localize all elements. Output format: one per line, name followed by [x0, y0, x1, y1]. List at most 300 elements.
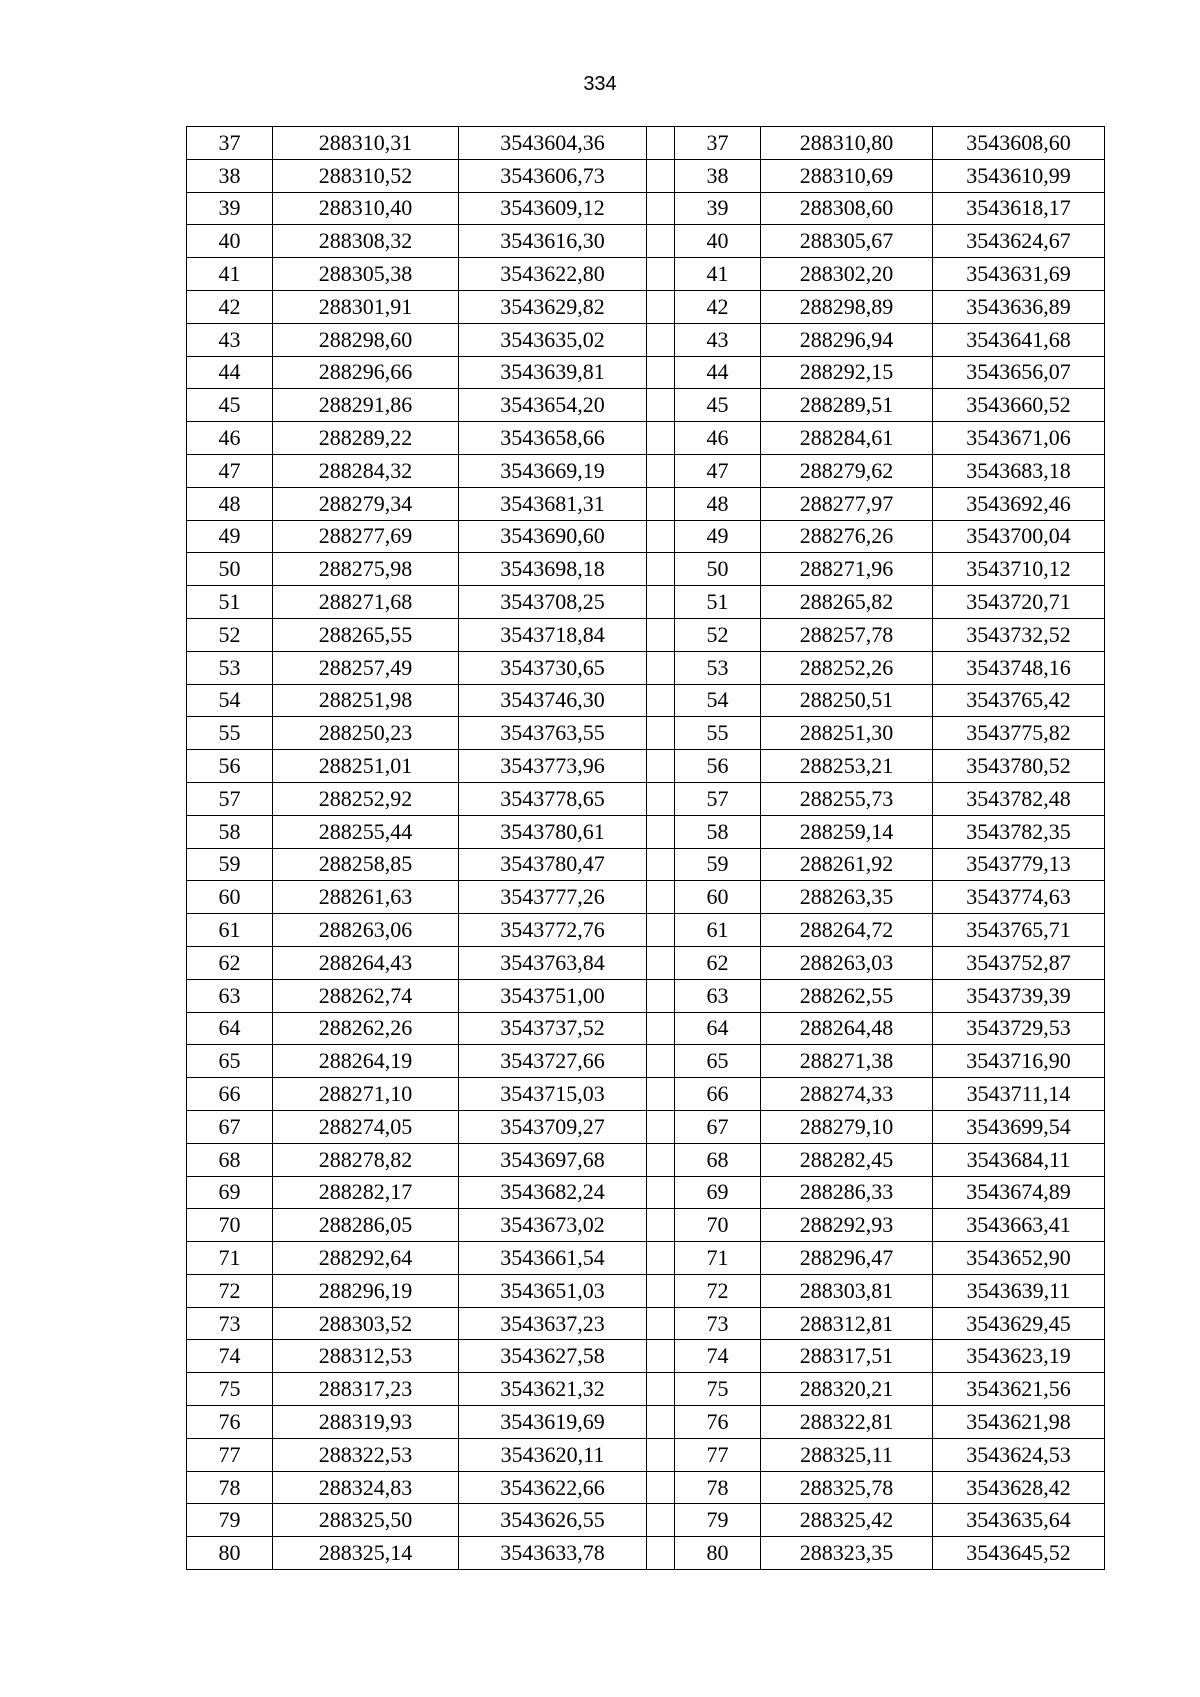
right-y-coordinate: 3543739,39 — [933, 979, 1105, 1012]
table-row — [187, 815, 1105, 848]
right-x-coordinate: 288250,51 — [761, 684, 933, 717]
gap-cell — [647, 225, 675, 258]
left-point-number: 54 — [187, 684, 273, 717]
left-y-coordinate: 3543698,18 — [459, 553, 647, 586]
table-row — [187, 717, 1105, 750]
right-x-coordinate: 288292,15 — [761, 356, 933, 389]
left-y-coordinate: 3543697,68 — [459, 1143, 647, 1176]
left-y-coordinate: 3543654,20 — [459, 389, 647, 422]
right-y-coordinate: 3543618,17 — [933, 192, 1105, 225]
left-point-number: 37 — [187, 127, 273, 160]
left-x-coordinate: 288301,91 — [273, 290, 459, 323]
right-y-coordinate: 3543631,69 — [933, 258, 1105, 291]
left-point-number: 61 — [187, 914, 273, 947]
right-x-coordinate: 288296,94 — [761, 323, 933, 356]
right-y-coordinate: 3543748,16 — [933, 651, 1105, 684]
left-x-coordinate: 288271,10 — [273, 1078, 459, 1111]
table-row — [187, 290, 1105, 323]
gap-cell — [647, 520, 675, 553]
left-point-number: 76 — [187, 1406, 273, 1439]
left-point-number: 50 — [187, 553, 273, 586]
left-point-number: 79 — [187, 1504, 273, 1537]
right-y-coordinate: 3543782,35 — [933, 815, 1105, 848]
gap-cell — [647, 848, 675, 881]
right-point-number: 54 — [675, 684, 761, 717]
left-y-coordinate: 3543690,60 — [459, 520, 647, 553]
left-y-coordinate: 3543633,78 — [459, 1537, 647, 1570]
right-x-coordinate: 288252,26 — [761, 651, 933, 684]
table-row — [187, 422, 1105, 455]
right-point-number: 65 — [675, 1045, 761, 1078]
right-point-number: 40 — [675, 225, 761, 258]
right-x-coordinate: 288322,81 — [761, 1406, 933, 1439]
gap-cell — [647, 290, 675, 323]
left-x-coordinate: 288279,34 — [273, 487, 459, 520]
left-y-coordinate: 3543682,24 — [459, 1176, 647, 1209]
left-x-coordinate: 288250,23 — [273, 717, 459, 750]
left-point-number: 49 — [187, 520, 273, 553]
left-y-coordinate: 3543727,66 — [459, 1045, 647, 1078]
right-point-number: 64 — [675, 1012, 761, 1045]
gap-cell — [647, 1471, 675, 1504]
left-y-coordinate: 3543651,03 — [459, 1274, 647, 1307]
right-y-coordinate: 3543623,19 — [933, 1340, 1105, 1373]
table-row — [187, 1504, 1105, 1537]
left-x-coordinate: 288289,22 — [273, 422, 459, 455]
left-y-coordinate: 3543616,30 — [459, 225, 647, 258]
left-x-coordinate: 288303,52 — [273, 1307, 459, 1340]
left-point-number: 53 — [187, 651, 273, 684]
right-x-coordinate: 288305,67 — [761, 225, 933, 258]
right-y-coordinate: 3543720,71 — [933, 586, 1105, 619]
table-row — [187, 848, 1105, 881]
table-row — [187, 1242, 1105, 1275]
right-point-number: 72 — [675, 1274, 761, 1307]
gap-cell — [647, 1110, 675, 1143]
right-point-number: 70 — [675, 1209, 761, 1242]
right-point-number: 66 — [675, 1078, 761, 1111]
left-point-number: 78 — [187, 1471, 273, 1504]
table-row — [187, 914, 1105, 947]
left-point-number: 74 — [187, 1340, 273, 1373]
right-x-coordinate: 288282,45 — [761, 1143, 933, 1176]
left-point-number: 41 — [187, 258, 273, 291]
left-y-coordinate: 3543709,27 — [459, 1110, 647, 1143]
left-x-coordinate: 288317,23 — [273, 1373, 459, 1406]
right-point-number: 67 — [675, 1110, 761, 1143]
left-x-coordinate: 288308,32 — [273, 225, 459, 258]
right-y-coordinate: 3543624,53 — [933, 1438, 1105, 1471]
gap-cell — [647, 454, 675, 487]
right-x-coordinate: 288296,47 — [761, 1242, 933, 1275]
left-x-coordinate: 288325,14 — [273, 1537, 459, 1570]
table-row — [187, 192, 1105, 225]
right-point-number: 55 — [675, 717, 761, 750]
table-row — [187, 1078, 1105, 1111]
gap-cell — [647, 1176, 675, 1209]
left-point-number: 69 — [187, 1176, 273, 1209]
left-point-number: 64 — [187, 1012, 273, 1045]
left-x-coordinate: 288278,82 — [273, 1143, 459, 1176]
right-point-number: 47 — [675, 454, 761, 487]
right-point-number: 69 — [675, 1176, 761, 1209]
table-row — [187, 618, 1105, 651]
right-point-number: 44 — [675, 356, 761, 389]
right-y-coordinate: 3543663,41 — [933, 1209, 1105, 1242]
left-y-coordinate: 3543627,58 — [459, 1340, 647, 1373]
right-point-number: 43 — [675, 323, 761, 356]
right-point-number: 75 — [675, 1373, 761, 1406]
table-row — [187, 1471, 1105, 1504]
table-row — [187, 684, 1105, 717]
right-point-number: 74 — [675, 1340, 761, 1373]
gap-cell — [647, 1078, 675, 1111]
right-x-coordinate: 288286,33 — [761, 1176, 933, 1209]
right-x-coordinate: 288251,30 — [761, 717, 933, 750]
right-x-coordinate: 288325,42 — [761, 1504, 933, 1537]
right-point-number: 50 — [675, 553, 761, 586]
table-row — [187, 389, 1105, 422]
gap-cell — [647, 881, 675, 914]
right-x-coordinate: 288271,96 — [761, 553, 933, 586]
left-y-coordinate: 3543669,19 — [459, 454, 647, 487]
right-x-coordinate: 288317,51 — [761, 1340, 933, 1373]
left-x-coordinate: 288251,98 — [273, 684, 459, 717]
right-point-number: 59 — [675, 848, 761, 881]
gap-cell — [647, 946, 675, 979]
left-y-coordinate: 3543621,32 — [459, 1373, 647, 1406]
right-x-coordinate: 288274,33 — [761, 1078, 933, 1111]
gap-cell — [647, 750, 675, 783]
left-y-coordinate: 3543763,84 — [459, 946, 647, 979]
right-x-coordinate: 288302,20 — [761, 258, 933, 291]
right-x-coordinate: 288265,82 — [761, 586, 933, 619]
gap-cell — [647, 782, 675, 815]
right-y-coordinate: 3543636,89 — [933, 290, 1105, 323]
left-point-number: 77 — [187, 1438, 273, 1471]
table-row — [187, 520, 1105, 553]
right-x-coordinate: 288279,10 — [761, 1110, 933, 1143]
gap-cell — [647, 1537, 675, 1570]
right-y-coordinate: 3543645,52 — [933, 1537, 1105, 1570]
right-y-coordinate: 3543621,56 — [933, 1373, 1105, 1406]
table-row — [187, 323, 1105, 356]
right-x-coordinate: 288255,73 — [761, 782, 933, 815]
left-x-coordinate: 288305,38 — [273, 258, 459, 291]
right-x-coordinate: 288263,35 — [761, 881, 933, 914]
gap-cell — [647, 1406, 675, 1439]
left-point-number: 71 — [187, 1242, 273, 1275]
right-y-coordinate: 3543635,64 — [933, 1504, 1105, 1537]
right-point-number: 63 — [675, 979, 761, 1012]
table-row — [187, 1340, 1105, 1373]
gap-cell — [647, 1012, 675, 1045]
coordinates-table — [186, 126, 1105, 1570]
right-y-coordinate: 3543782,48 — [933, 782, 1105, 815]
right-y-coordinate: 3543779,13 — [933, 848, 1105, 881]
left-x-coordinate: 288310,31 — [273, 127, 459, 160]
gap-cell — [647, 1209, 675, 1242]
gap-cell — [647, 258, 675, 291]
left-x-coordinate: 288296,66 — [273, 356, 459, 389]
right-x-coordinate: 288312,81 — [761, 1307, 933, 1340]
left-point-number: 63 — [187, 979, 273, 1012]
gap-cell — [647, 979, 675, 1012]
left-x-coordinate: 288262,26 — [273, 1012, 459, 1045]
gap-cell — [647, 1504, 675, 1537]
left-x-coordinate: 288286,05 — [273, 1209, 459, 1242]
gap-cell — [647, 1438, 675, 1471]
right-point-number: 71 — [675, 1242, 761, 1275]
left-x-coordinate: 288325,50 — [273, 1504, 459, 1537]
left-y-coordinate: 3543661,54 — [459, 1242, 647, 1275]
right-y-coordinate: 3543671,06 — [933, 422, 1105, 455]
left-y-coordinate: 3543737,52 — [459, 1012, 647, 1045]
left-y-coordinate: 3543609,12 — [459, 192, 647, 225]
left-point-number: 62 — [187, 946, 273, 979]
left-x-coordinate: 288264,43 — [273, 946, 459, 979]
table-row — [187, 225, 1105, 258]
left-x-coordinate: 288296,19 — [273, 1274, 459, 1307]
left-point-number: 59 — [187, 848, 273, 881]
table-row — [187, 1406, 1105, 1439]
table-row — [187, 1045, 1105, 1078]
table-row — [187, 586, 1105, 619]
table-row — [187, 454, 1105, 487]
left-x-coordinate: 288274,05 — [273, 1110, 459, 1143]
right-x-coordinate: 288262,55 — [761, 979, 933, 1012]
right-y-coordinate: 3543780,52 — [933, 750, 1105, 783]
right-point-number: 58 — [675, 815, 761, 848]
right-x-coordinate: 288325,11 — [761, 1438, 933, 1471]
right-y-coordinate: 3543656,07 — [933, 356, 1105, 389]
gap-cell — [647, 651, 675, 684]
right-x-coordinate: 288292,93 — [761, 1209, 933, 1242]
left-y-coordinate: 3543626,55 — [459, 1504, 647, 1537]
table-row — [187, 553, 1105, 586]
right-y-coordinate: 3543624,67 — [933, 225, 1105, 258]
table-row — [187, 1537, 1105, 1570]
right-point-number: 73 — [675, 1307, 761, 1340]
left-point-number: 68 — [187, 1143, 273, 1176]
left-point-number: 38 — [187, 159, 273, 192]
right-y-coordinate: 3543699,54 — [933, 1110, 1105, 1143]
left-y-coordinate: 3543604,36 — [459, 127, 647, 160]
right-x-coordinate: 288253,21 — [761, 750, 933, 783]
right-y-coordinate: 3543621,98 — [933, 1406, 1105, 1439]
table-row — [187, 127, 1105, 160]
gap-cell — [647, 1045, 675, 1078]
left-y-coordinate: 3543708,25 — [459, 586, 647, 619]
right-point-number: 51 — [675, 586, 761, 619]
right-y-coordinate: 3543639,11 — [933, 1274, 1105, 1307]
left-x-coordinate: 288291,86 — [273, 389, 459, 422]
right-y-coordinate: 3543765,42 — [933, 684, 1105, 717]
right-point-number: 39 — [675, 192, 761, 225]
table-row — [187, 258, 1105, 291]
right-point-number: 79 — [675, 1504, 761, 1537]
right-point-number: 77 — [675, 1438, 761, 1471]
right-x-coordinate: 288259,14 — [761, 815, 933, 848]
table-row — [187, 1143, 1105, 1176]
right-x-coordinate: 288271,38 — [761, 1045, 933, 1078]
right-x-coordinate: 288263,03 — [761, 946, 933, 979]
right-point-number: 80 — [675, 1537, 761, 1570]
gap-cell — [647, 422, 675, 455]
left-x-coordinate: 288312,53 — [273, 1340, 459, 1373]
right-y-coordinate: 3543610,99 — [933, 159, 1105, 192]
gap-cell — [647, 127, 675, 160]
gap-cell — [647, 1307, 675, 1340]
right-x-coordinate: 288323,35 — [761, 1537, 933, 1570]
gap-cell — [647, 1143, 675, 1176]
left-y-coordinate: 3543620,11 — [459, 1438, 647, 1471]
left-point-number: 40 — [187, 225, 273, 258]
table-row — [187, 1012, 1105, 1045]
right-y-coordinate: 3543652,90 — [933, 1242, 1105, 1275]
table-row — [187, 782, 1105, 815]
gap-cell — [647, 586, 675, 619]
right-point-number: 61 — [675, 914, 761, 947]
table-row — [187, 946, 1105, 979]
left-x-coordinate: 288262,74 — [273, 979, 459, 1012]
left-x-coordinate: 288298,60 — [273, 323, 459, 356]
table-row — [187, 159, 1105, 192]
right-x-coordinate: 288264,72 — [761, 914, 933, 947]
gap-cell — [647, 1274, 675, 1307]
right-y-coordinate: 3543628,42 — [933, 1471, 1105, 1504]
right-point-number: 52 — [675, 618, 761, 651]
left-y-coordinate: 3543606,73 — [459, 159, 647, 192]
right-point-number: 78 — [675, 1471, 761, 1504]
right-y-coordinate: 3543732,52 — [933, 618, 1105, 651]
left-point-number: 70 — [187, 1209, 273, 1242]
left-point-number: 51 — [187, 586, 273, 619]
right-y-coordinate: 3543692,46 — [933, 487, 1105, 520]
left-x-coordinate: 288292,64 — [273, 1242, 459, 1275]
gap-cell — [647, 553, 675, 586]
gap-cell — [647, 356, 675, 389]
left-point-number: 39 — [187, 192, 273, 225]
right-y-coordinate: 3543660,52 — [933, 389, 1105, 422]
gap-cell — [647, 323, 675, 356]
left-y-coordinate: 3543730,65 — [459, 651, 647, 684]
right-y-coordinate: 3543674,89 — [933, 1176, 1105, 1209]
right-y-coordinate: 3543775,82 — [933, 717, 1105, 750]
left-point-number: 44 — [187, 356, 273, 389]
left-y-coordinate: 3543637,23 — [459, 1307, 647, 1340]
left-point-number: 43 — [187, 323, 273, 356]
left-y-coordinate: 3543763,55 — [459, 717, 647, 750]
right-point-number: 56 — [675, 750, 761, 783]
left-y-coordinate: 3543751,00 — [459, 979, 647, 1012]
left-point-number: 80 — [187, 1537, 273, 1570]
left-point-number: 72 — [187, 1274, 273, 1307]
left-y-coordinate: 3543780,47 — [459, 848, 647, 881]
left-point-number: 75 — [187, 1373, 273, 1406]
right-point-number: 48 — [675, 487, 761, 520]
gap-cell — [647, 618, 675, 651]
right-y-coordinate: 3543765,71 — [933, 914, 1105, 947]
right-x-coordinate: 288257,78 — [761, 618, 933, 651]
right-point-number: 41 — [675, 258, 761, 291]
left-y-coordinate: 3543658,66 — [459, 422, 647, 455]
left-point-number: 56 — [187, 750, 273, 783]
coordinates-table-body — [187, 127, 1105, 1570]
left-y-coordinate: 3543777,26 — [459, 881, 647, 914]
page-number: 334 — [583, 73, 617, 95]
table-row — [187, 651, 1105, 684]
left-x-coordinate: 288257,49 — [273, 651, 459, 684]
right-y-coordinate: 3543710,12 — [933, 553, 1105, 586]
right-point-number: 57 — [675, 782, 761, 815]
left-point-number: 66 — [187, 1078, 273, 1111]
left-x-coordinate: 288284,32 — [273, 454, 459, 487]
gap-cell — [647, 1242, 675, 1275]
left-point-number: 55 — [187, 717, 273, 750]
gap-cell — [647, 159, 675, 192]
left-y-coordinate: 3543635,02 — [459, 323, 647, 356]
right-point-number: 49 — [675, 520, 761, 553]
gap-cell — [647, 914, 675, 947]
left-x-coordinate: 288261,63 — [273, 881, 459, 914]
right-point-number: 42 — [675, 290, 761, 323]
left-y-coordinate: 3543718,84 — [459, 618, 647, 651]
right-y-coordinate: 3543729,53 — [933, 1012, 1105, 1045]
right-x-coordinate: 288325,78 — [761, 1471, 933, 1504]
left-y-coordinate: 3543715,03 — [459, 1078, 647, 1111]
left-point-number: 48 — [187, 487, 273, 520]
table-row — [187, 1307, 1105, 1340]
table-row — [187, 1110, 1105, 1143]
right-x-coordinate: 288261,92 — [761, 848, 933, 881]
left-x-coordinate: 288263,06 — [273, 914, 459, 947]
right-point-number: 62 — [675, 946, 761, 979]
gap-cell — [647, 717, 675, 750]
gap-cell — [647, 389, 675, 422]
right-x-coordinate: 288303,81 — [761, 1274, 933, 1307]
left-point-number: 57 — [187, 782, 273, 815]
gap-cell — [647, 815, 675, 848]
right-y-coordinate: 3543629,45 — [933, 1307, 1105, 1340]
right-x-coordinate: 288310,80 — [761, 127, 933, 160]
left-x-coordinate: 288265,55 — [273, 618, 459, 651]
right-x-coordinate: 288279,62 — [761, 454, 933, 487]
left-y-coordinate: 3543773,96 — [459, 750, 647, 783]
table-row — [187, 1438, 1105, 1471]
gap-cell — [647, 1340, 675, 1373]
table-row — [187, 750, 1105, 783]
left-x-coordinate: 288282,17 — [273, 1176, 459, 1209]
left-y-coordinate: 3543780,61 — [459, 815, 647, 848]
gap-cell — [647, 487, 675, 520]
left-x-coordinate: 288252,92 — [273, 782, 459, 815]
right-point-number: 76 — [675, 1406, 761, 1439]
right-x-coordinate: 288289,51 — [761, 389, 933, 422]
gap-cell — [647, 684, 675, 717]
right-y-coordinate: 3543716,90 — [933, 1045, 1105, 1078]
left-x-coordinate: 288264,19 — [273, 1045, 459, 1078]
gap-cell — [647, 1373, 675, 1406]
right-point-number: 53 — [675, 651, 761, 684]
right-point-number: 38 — [675, 159, 761, 192]
right-y-coordinate: 3543711,14 — [933, 1078, 1105, 1111]
left-x-coordinate: 288310,40 — [273, 192, 459, 225]
right-x-coordinate: 288310,69 — [761, 159, 933, 192]
right-y-coordinate: 3543608,60 — [933, 127, 1105, 160]
left-y-coordinate: 3543622,80 — [459, 258, 647, 291]
left-point-number: 67 — [187, 1110, 273, 1143]
